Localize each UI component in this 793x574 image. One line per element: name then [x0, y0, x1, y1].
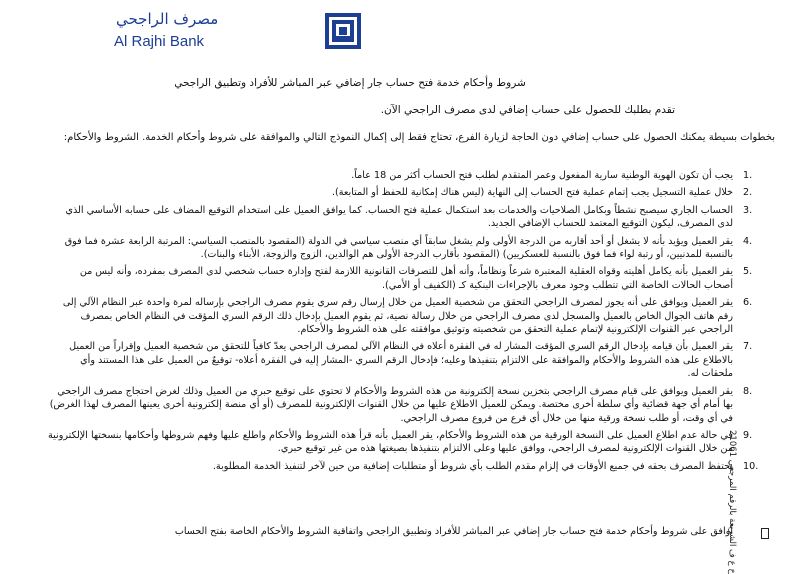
term-number: 1.	[743, 170, 753, 181]
term-number: 4.	[743, 235, 753, 247]
term-number: 7.	[743, 341, 753, 353]
term-text: يحتفظ المصرف بحقه في جميع الأوقات في إلزام مقدم الطلب بأي شروط أو متطلبات إضافية من حين لآخر لتنفيذ الخدمة المطلوبة.	[212, 460, 733, 472]
term-number: 3.	[743, 204, 753, 216]
terms-list	[48, 169, 771, 477]
term-item	[48, 186, 771, 199]
term-item	[48, 296, 771, 336]
term-item	[48, 204, 771, 231]
al-rajhi-logo-icon	[324, 12, 362, 50]
intro-text: تقدم بطلبك للحصول على حساب إضافي لدى مصرف الراجحي الآن.	[380, 104, 675, 116]
term-item	[48, 169, 771, 182]
term-item	[48, 235, 771, 262]
agreement-text: أوافق على شروط وأحكام خدمة فتح حساب جار إضافي عبر المباشر للأفراد وتطبيق الراجحي واتفاقية الشروط والأحكام الخاصة بفتح الحساب	[174, 526, 733, 537]
term-item	[48, 265, 771, 292]
term-number: 6.	[743, 297, 753, 309]
term-item	[48, 460, 771, 473]
term-item	[48, 340, 771, 380]
term-text: يقر العميل ويوافق على قيام مصرف الراجحي بتخزين نسخة إلكترونية من هذه الشروط والأحكام لا تحتوي على توقيع حبري من العميل وذلك لغرض احتجاج مصرف الراجحي بها أمام أي جهة قضائية وأي سلطة أخرى مختصة. ويمكن للعميل الاطلاع عليها من خلال القنوات الإلكترونية للمصرف (أو أي منصة إلكترونية أخرى يعينها المصرف لهذا الغرض) في أي وقت، أو طلب نسخة ورقية منها من خلال أي فرع من فروع مصرف الراجحي.	[49, 385, 733, 424]
term-number: 5.	[743, 266, 753, 278]
logo-arabic-name: مصرف الراجحي	[116, 10, 219, 28]
term-number: 9.	[743, 429, 753, 441]
side-reference-code: خ ع ف الشريعة بالرقم المرجعي 21061	[727, 430, 737, 574]
term-text: يقر العميل ويؤيد بأنه لا يشغل أو أحد أقاربه من الدرجة الأولى ولم يشغل سابقاً أي منصب سياسي في الدولة (المقصود بالمنصب السياسي: المرتبة الرابعة عشرة فما فوق بالنسبة للمدنيين، أو رتبة لواء فما فوق بالنسبة للعسكريين) (المقصود بأقارب الدرجة الأولى هم الوالدين، الزوج والزوجة، الأبناء والبنات).	[64, 235, 733, 261]
agreement-checkbox[interactable]	[761, 528, 769, 539]
term-number: 8.	[743, 385, 753, 397]
term-item	[48, 429, 771, 456]
term-text: خلال عملية التسجيل يجب إتمام عملية فتح الحساب إلى النهاية (ليس هناك إمكانية للحفظ أو المتابعة).	[331, 187, 733, 199]
term-text: يقر العميل بأن قيامه بإدخال الرقم السري المؤقت المشار له في الفقرة أعلاه في النظام الآلي لمصرف الراجحي يعدّ كافياً للتحقق من شخصية العميل وإقراراً من العميل بالاطلاع على هذه الشروط والأحكام والموافقة على الالتزام بتنفيذها وعليه؛ فإدخال الرقم السري -المشار إليه في الفقرة أعلاه- توقيعٌ من العميل على هذا المستند وأي ملحقات له.	[69, 341, 733, 380]
al-rajhi-logo	[110, 6, 260, 50]
steps-intro-text: بخطوات بسيطة يمكنك الحصول على حساب إضافي دون الحاجة لزيارة الفرع، تحتاج فقط إلى إكمال النموذج التالي والموافقة على شروط وأحكام الخدمة. الشروط والأحكام:	[63, 132, 775, 143]
term-text: يجب أن تكون الهوية الوطنية سارية المفعول وعمر المتقدم لطلب فتح الحساب أكثر من 18 عاماً.	[351, 170, 733, 181]
term-text: في حالة عدم اطلاع العميل على النسخة الورقية من هذه الشروط والأحكام، يقر العميل بأنه قرأ هذه الشروط والأحكام واطلع عليها وفهم شروطها وأحكامها بنسختها الإلكترونية من خلال القنوات الإلكترونية لمصرف الراجحي، ووافق عليها وعلى الالتزام بتنفيذها بصيغتها هذه من غير توقيع حبري.	[48, 429, 733, 455]
term-item	[48, 385, 771, 425]
term-text: الحساب الجاري سيصبح نشطاً وبكامل الصلاحيات والخدمات بعد استكمال عملية فتح الحساب. كما يوافق العميل على استخدام التوقيع المضاف على حسابه الأساسي الذي لدى المصرف، ليكون التوقيع المعتمد للحساب الإضافي الجديد.	[65, 204, 733, 230]
term-number: 10.	[743, 460, 759, 472]
document-title: شروط وأحكام خدمة فتح حساب جار إضافي عبر المباشر للأفراد وتطبيق الراجحي	[174, 77, 526, 89]
logo-english-name: Al Rajhi Bank	[114, 33, 205, 50]
term-text: يقر العميل بأنه يكامل أهليته وقواه العقلية المعتبرة شرعاً ونظاماً، وأنه أهل للتصرفات القانونية اللازمة لفتح وإدارة حساب شخصي لدى المصرف بمفرده، وأنه ليس من أصحاب الحالات الخاصة التي تتطلب وجود معرف بالإجراءات البنكية كـ (الكفيف أو الأمي).	[79, 266, 733, 291]
term-number: 2.	[743, 187, 753, 199]
term-text: يقر العميل ويوافق على أنه يجوز لمصرف الراجحي التحقق من شخصية العميل من خلال إرسال رقم سري يقوم مصرف الراجحي بإرساله لمرة واحدة عبر النظام الآلي إلى رقم هاتف الجوال الخاص بالعميل والمسجل لدى مصرف الراجحي من خلال رسالة نصية، ثم يقوم العميل بإدخال ذلك الرقم السري المؤقت في النظام الخاص بمصرف الراجحي عبر القنوات الإلكترونية لإتمام عملية التحقق من شخصيته وتوثيق موافقته على هذه الشروط والأحكام.	[62, 297, 733, 336]
